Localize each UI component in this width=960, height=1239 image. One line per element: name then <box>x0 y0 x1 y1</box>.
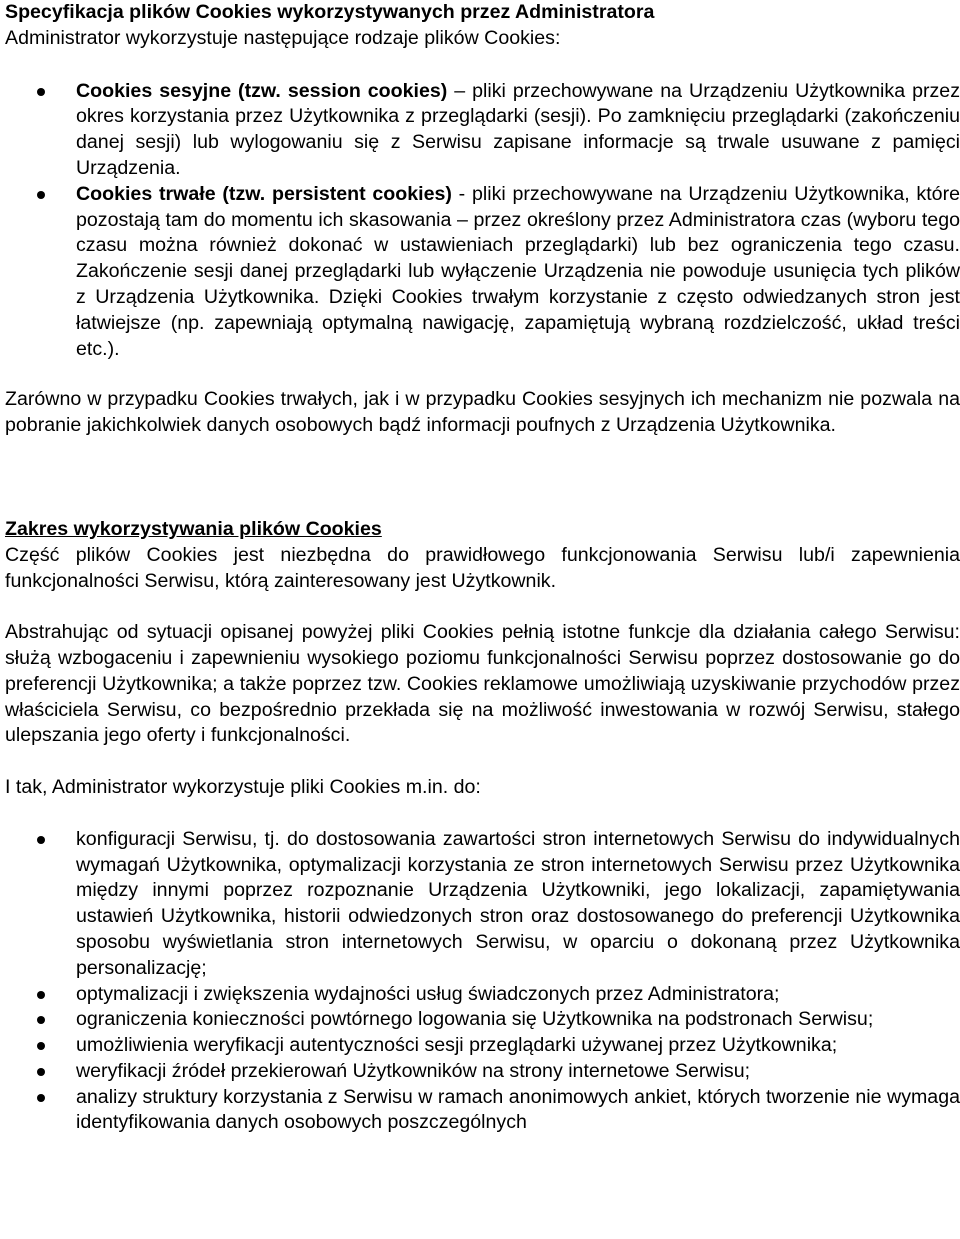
list-item-text: umożliwienia weryfikacji autentyczności sesji przeglądarki używanej przez Użytkownika; <box>76 1034 838 1057</box>
document-title: Specyfikacja plików Cookies wykorzystywanych przez Administratora <box>5 1 655 23</box>
list-item <box>5 182 960 363</box>
list-item-text: ograniczenia konieczności powtórnego logowania się Użytkownika na podstronach Serwisu; <box>76 1008 874 1031</box>
list-item <box>5 1007 960 1033</box>
bullet-icon <box>37 1068 45 1076</box>
bullet-icon <box>37 1094 45 1102</box>
bullet-icon <box>37 991 45 999</box>
intro-line: Administrator wykorzystuje następujące rodzaje plików Cookies: <box>5 26 561 49</box>
spacer <box>5 749 960 775</box>
bullet-icon <box>37 88 45 96</box>
list-item-text: – pliki przechowywane na Urządzeniu Użytkownika przez okres korzystania przez Użytkownika z przeglądarki (sesji). Po zamknięciu przeglądarki (zakończeniu danej sesji) lub wylogowaniu się z Serwisu zapisane informacje są trwale usuwane z pamięci Urządzenia. <box>76 79 960 179</box>
list-item <box>5 982 960 1008</box>
spacer <box>5 801 960 827</box>
list-item-term: Cookies trwałe (tzw. persistent cookies) <box>76 182 452 205</box>
spacer <box>5 52 960 79</box>
section-paragraph: Abstrahując od sytuacji opisanej powyżej pliki Cookies pełnią istotne funkcje dla działania całego Serwisu: służą wzbogaceniu i zapewnieniu wysokiego poziomu funkcjonalności Serwisu poprzez dostosowanie go do preferencji Użytkownika; a także poprzez tzw. Cookies reklamowe umożliwiają uzyskiwanie przychodów przez właściciela Serwisu, co bezpośrednio przekłada się na możliwość inwestowania w rozwój Serwisu, stałego ulepszania jego oferty i funkcjonalności. <box>5 621 960 747</box>
list-item-text: optymalizacji i zwiększenia wydajności usług świadczonych przez Administratora; <box>76 982 780 1005</box>
cookie-types-list <box>5 79 960 363</box>
spacer <box>5 594 960 620</box>
spacer <box>5 439 960 517</box>
list-item <box>5 1059 960 1085</box>
cookie-uses-list <box>5 827 960 1137</box>
section-paragraph: I tak, Administrator wykorzystuje pliki Cookies m.in. do: <box>5 775 481 798</box>
document-page <box>5 0 960 1136</box>
bullet-icon <box>37 191 45 199</box>
list-item-text: konfiguracji Serwisu, tj. do dostosowania zawartości stron internetowych Serwisu do indywidualnych wymagań Użytkownika, optymalizacji korzystania ze stron internetowych Serwisu przez Użytkownika między innymi poprzez rozpoznanie Urządzenia Użytkowniki, jego lokalizacji, zapamiętywania ustawień Użytkownika, historii odwiedzonych stron oraz dostosowanego do preferencji Użytkownika sposobu wyświetlania stron internetowych Serwisu, w oparciu o dokonaną przez Użytkownika personalizację; <box>76 827 960 979</box>
list-item-text: weryfikacji źródeł przekierowań Użytkowników na strony internetowe Serwisu; <box>76 1059 751 1082</box>
list-item <box>5 1085 960 1137</box>
list-item <box>5 79 960 182</box>
spacer <box>5 362 960 387</box>
list-item-text: analizy struktury korzystania z Serwisu w ramach anonimowych ankiet, których tworzenie nie wymaga identyfikowania danych osobowych poszczególnych <box>76 1085 960 1134</box>
list-item <box>5 1033 960 1059</box>
section-paragraph: Część plików Cookies jest niezbędna do prawidłowego funkcjonowania Serwisu lub/i zapewnienia funkcjonalności Serwisu, którą zainteresowany jest Użytkownik. <box>5 543 960 592</box>
list-item <box>5 827 960 982</box>
security-paragraph: Zarówno w przypadku Cookies trwałych, jak i w przypadku Cookies sesyjnych ich mechanizm nie pozwala na pobranie jakichkolwiek danych osobowych bądź informacji poufnych z Urządzenia Użytkownika. <box>5 388 960 437</box>
section-heading: Zakres wykorzystywania plików Cookies <box>5 517 382 540</box>
list-item-text: - pliki przechowywane na Urządzeniu Użytkownika, które pozostają tam do momentu ich skasowania – przez określony przez Administratora czas (wyboru tego czasu można również dokonać w ustawieniach przeglądarki) lub bez ograniczenia tego czasu. Zakończenie sesji danej przeglądarki lub wyłączenie Urządzenia nie powoduje usunięcia tych plików z Urządzenia Użytkownika. Dzięki Cookies trwałym korzystanie z często odwiedzanych stron jest łatwiejsze (np. zapewniają optymalną nawigację, zapamiętują wybraną rozdzielczość, układ treści etc.). <box>76 182 960 360</box>
bullet-icon <box>37 1042 45 1050</box>
bullet-icon <box>37 1016 45 1024</box>
bullet-icon <box>37 836 45 844</box>
list-item-term: Cookies sesyjne (tzw. session cookies) <box>76 79 448 102</box>
